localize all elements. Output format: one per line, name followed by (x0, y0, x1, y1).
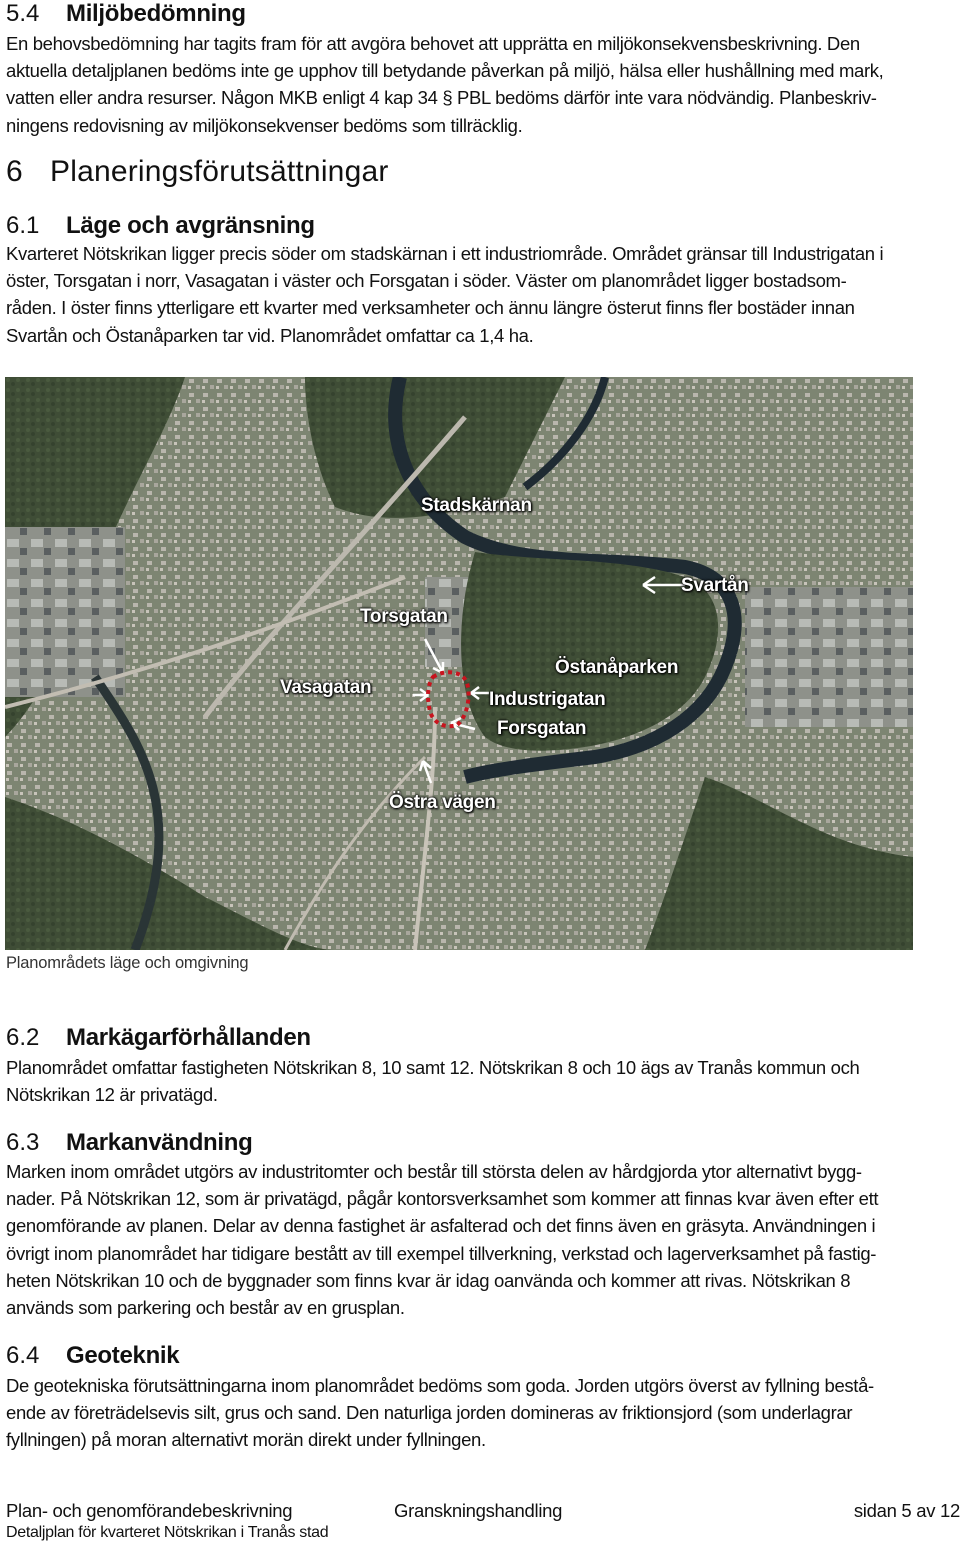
paragraph-6-4: De geotekniska förutsättningarna inom planområdet bedöms som goda. Jorden utgörs överst av fyllning bestå- ende av företrädelsevis silt, grus och sand. Den naturliga jorden domineras av friktionsjord (som underlagrar fyllningen) på moran alternativt morän direkt under fyllningen. (6, 1375, 874, 1451)
heading-chapter-6: 6 Planeringsförutsättningar (6, 155, 389, 188)
paragraph-5-4: En behovsbedömning har tagits fram för att avgöra behovet att upprätta en miljökonsekvensbeskrivning. Den aktuella detaljplanen bedöms inte ge upphov till betydande påverkan på miljö, hälsa eller hushållning med mark, vatten eller andra resurser. Någon MKB enligt 4 kap 34 § PBL bedöms därför inte vara nödvändig. Planbeskriv- ningens redovisning av miljökonsekvenser bedöms som tillräcklig. (6, 33, 884, 136)
map-label-torsgatan: Torsgatan (360, 606, 448, 627)
footer-subtitle: Detaljplan för kvarteret Nötskrikan i Tranås stad (6, 1524, 329, 1541)
map-label-vasagatan: Vasagatan (280, 677, 372, 698)
map-label-industrigatan: Industrigatan (489, 689, 606, 710)
heading-6-3: 6.3 Markanvändning (6, 1129, 253, 1156)
map-label-ostra-vagen: Östra vägen (389, 792, 496, 813)
map-label-ostanaparken: Östanåparken (555, 657, 679, 678)
paragraph-6-2: Planområdet omfattar fastigheten Nötskrikan 8, 10 samt 12. Nötskrikan 8 och 10 ägs av Tranås kommun och Nötskrikan 12 är privatägd. (6, 1057, 860, 1106)
map-label-stadskarnan: Stadskärnan (421, 495, 532, 516)
heading-6-4: 6.4 Geoteknik (6, 1342, 180, 1369)
heading-5-4: 5.4 Miljöbedömning (6, 0, 246, 27)
map-caption: Planområdets läge och omgivning (6, 954, 249, 972)
footer-page-number: sidan 5 av 12 (853, 1500, 960, 1521)
aerial-map-graphic (5, 377, 913, 950)
footer-status: Granskningshandling (394, 1500, 563, 1521)
footer-doc-type: Plan- och genomförandebeskrivning (6, 1500, 293, 1521)
map-label-forsgatan: Forsgatan (497, 718, 587, 739)
paragraph-6-1: Kvarteret Nötskrikan ligger precis söder om stadskärnan i ett industriområde. Området gränsar till Industrigatan i öster, Torsgatan i norr, Vasagatan i väster och Forsgatan i söder. Väster om planområdet ligger bostadsom- råden. I öster finns ytterligare ett kvarter med verksamheter och ännu längre österut finns fler bostäder innan Svartån och Östanåparken tar vid. Planområdet omfattar ca 1,4 ha. (6, 243, 884, 346)
heading-6-1: 6.1 Läge och avgränsning (6, 212, 315, 239)
aerial-map (5, 377, 913, 950)
paragraph-6-3: Marken inom området utgörs av industritomter och består till största delen av hårdgjorda ytor alternativt bygg- nader. På Nötskrikan 12, som är privatägd, pågår kontorsverksamhet som kommer att finnas kvar även efter ett genomförande av planen. Delar av denna fastighet är asfalterad och det finns även en gräsyta. Användningen i övrigt inom planområdet har tidigare bestått av till exempel tillverkning, verkstad och lagerverksamhet på fastig- heten Nötskrikan 10 och de byggnader som finns kvar är idag oanvända och kommer att rivas. Nötskrikan 8 används som parkering och består av en grusplan. (6, 1161, 879, 1319)
heading-6-2: 6.2 Markägarförhållanden (6, 1024, 311, 1051)
map-label-svartan: Svartån (681, 575, 749, 596)
